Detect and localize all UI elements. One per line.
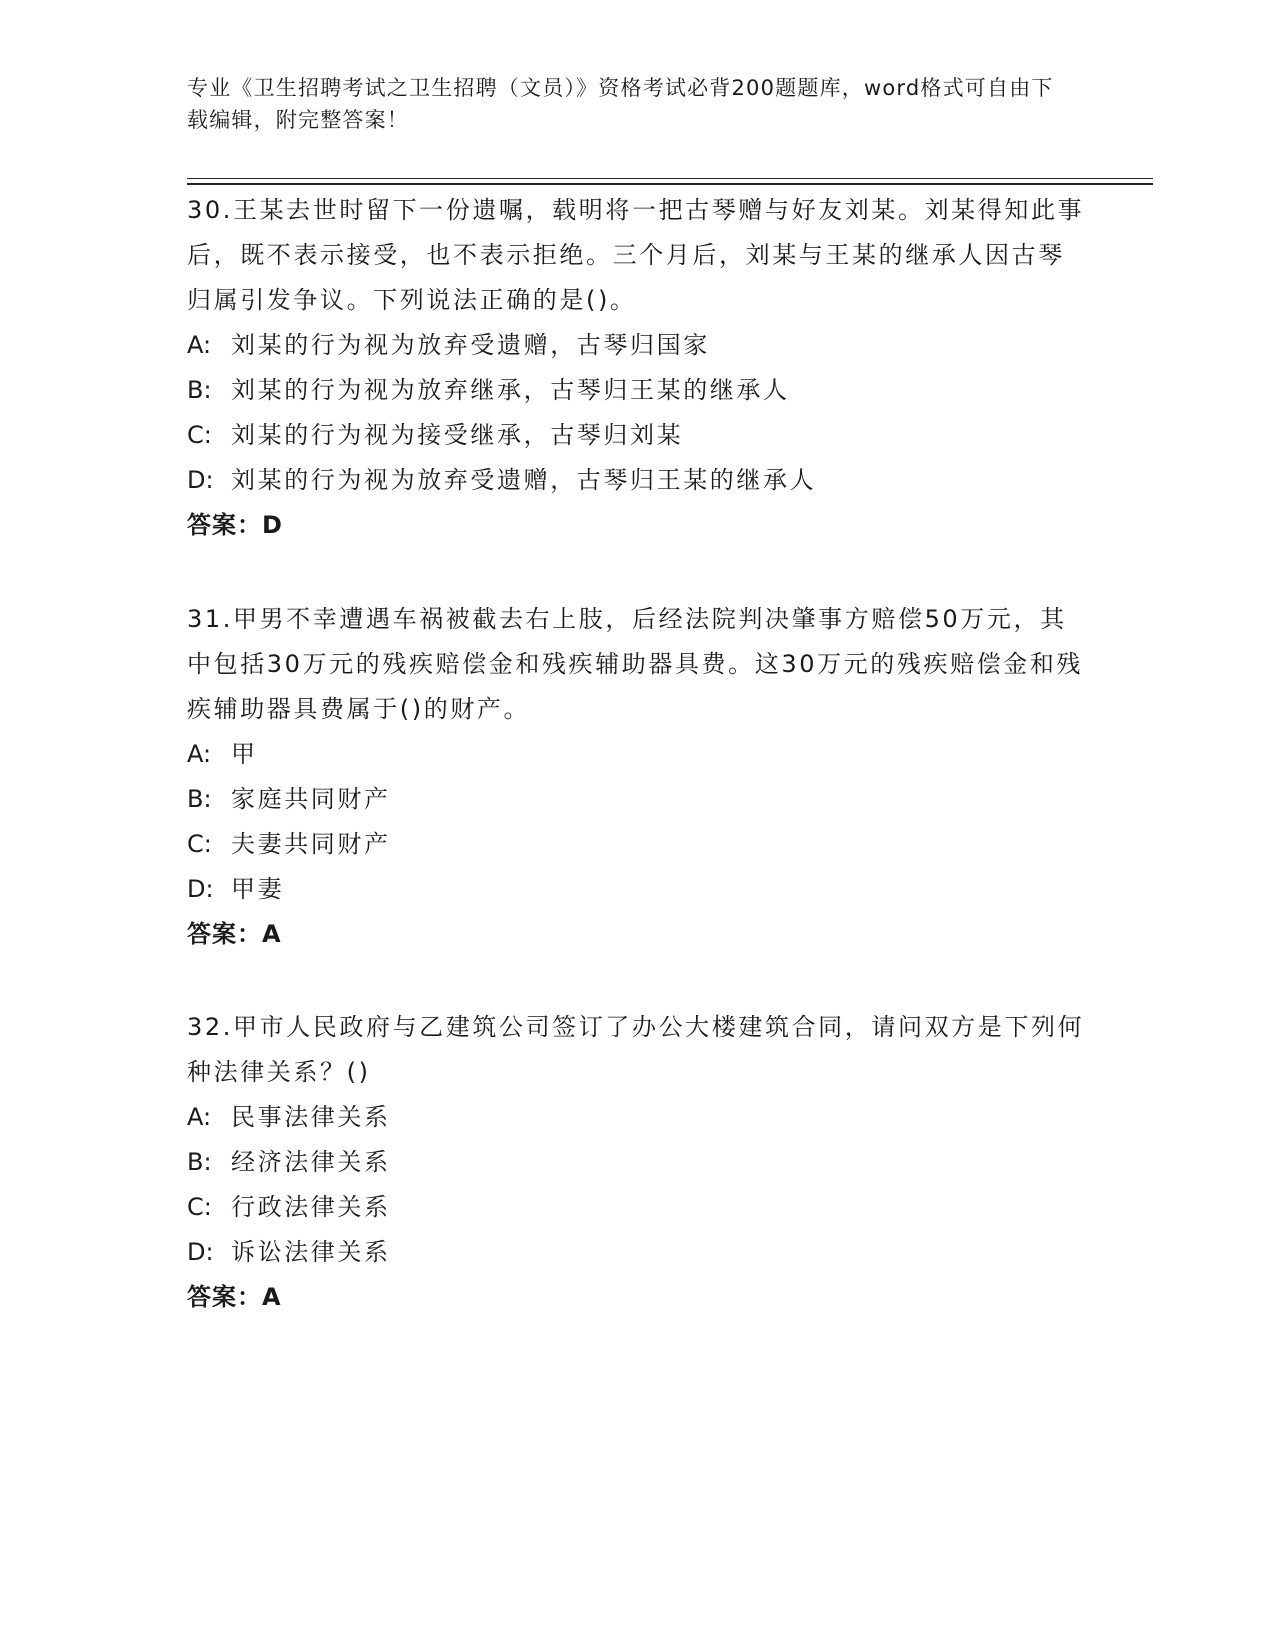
option-text: 刘某的行为视为放弃继承，古琴归王某的继承人: [231, 376, 790, 404]
option-d: [187, 458, 1087, 503]
answer: 答案：A: [187, 920, 282, 948]
option-text: 夫妻共同财产: [231, 830, 391, 858]
option-c: [187, 413, 1087, 458]
option-text: 家庭共同财产: [231, 785, 391, 813]
option-d: [187, 1230, 1087, 1275]
option-a: [187, 732, 1087, 777]
option-letter: C:: [187, 830, 212, 858]
option-text: 民事法律关系: [231, 1103, 391, 1131]
question-31: [187, 597, 1087, 957]
option-letter: B:: [187, 376, 212, 404]
question-stem: 30.王某去世时留下一份遗嘱，载明将一把古琴赠与好友刘某。刘某得知此事后，既不表示接受，也不表示拒绝。三个月后，刘某与王某的继承人因古琴归属引发争议。下列说法正确的是()。: [187, 196, 1085, 314]
question-stem: 31.甲男不幸遭遇车祸被截去右上肢，后经法院判决肇事方赔偿50万元，其中包括30万元的残疾赔偿金和残疾辅助器具费。这30万元的残疾赔偿金和残疾辅助器具费属于()的财产。: [187, 605, 1084, 723]
option-text: 甲妻: [231, 875, 285, 903]
answer: 答案：D: [187, 511, 283, 539]
option-a: [187, 1095, 1087, 1140]
option-c: [187, 822, 1087, 867]
option-text: 行政法律关系: [231, 1193, 391, 1221]
question-stem: 32.甲市人民政府与乙建筑公司签订了办公大楼建筑合同，请问双方是下列何种法律关系？(): [187, 1013, 1085, 1086]
option-letter: B:: [187, 785, 212, 813]
option-c: [187, 1185, 1087, 1230]
option-letter: A:: [187, 1103, 212, 1131]
option-letter: D:: [187, 466, 214, 494]
option-text: 刘某的行为视为接受继承，古琴归刘某: [231, 421, 684, 449]
option-letter: C:: [187, 1193, 212, 1221]
option-letter: C:: [187, 421, 212, 449]
option-text: 刘某的行为视为放弃受遗赠，古琴归王某的继承人: [231, 466, 817, 494]
header-divider-thin: [187, 178, 1153, 179]
question-32: [187, 1005, 1087, 1320]
option-a: [187, 323, 1087, 368]
option-text: 经济法律关系: [231, 1148, 391, 1176]
option-text: 刘某的行为视为放弃受遗赠，古琴归国家: [231, 331, 710, 359]
option-letter: A:: [187, 331, 212, 359]
option-text: 甲: [231, 740, 258, 768]
option-d: [187, 867, 1087, 912]
question-30: [187, 188, 1087, 548]
answer: 答案：A: [187, 1283, 282, 1311]
header-divider-thick: [187, 183, 1153, 185]
option-b: [187, 777, 1087, 822]
option-letter: D:: [187, 875, 214, 903]
option-text: 诉讼法律关系: [231, 1238, 391, 1266]
document-header: 专业《卫生招聘考试之卫生招聘（文员）》资格考试必背200题题库，word格式可自由下载编辑，附完整答案！: [187, 76, 1054, 132]
option-letter: A:: [187, 740, 212, 768]
option-letter: D:: [187, 1238, 214, 1266]
option-b: [187, 1140, 1087, 1185]
option-letter: B:: [187, 1148, 212, 1176]
option-b: [187, 368, 1087, 413]
